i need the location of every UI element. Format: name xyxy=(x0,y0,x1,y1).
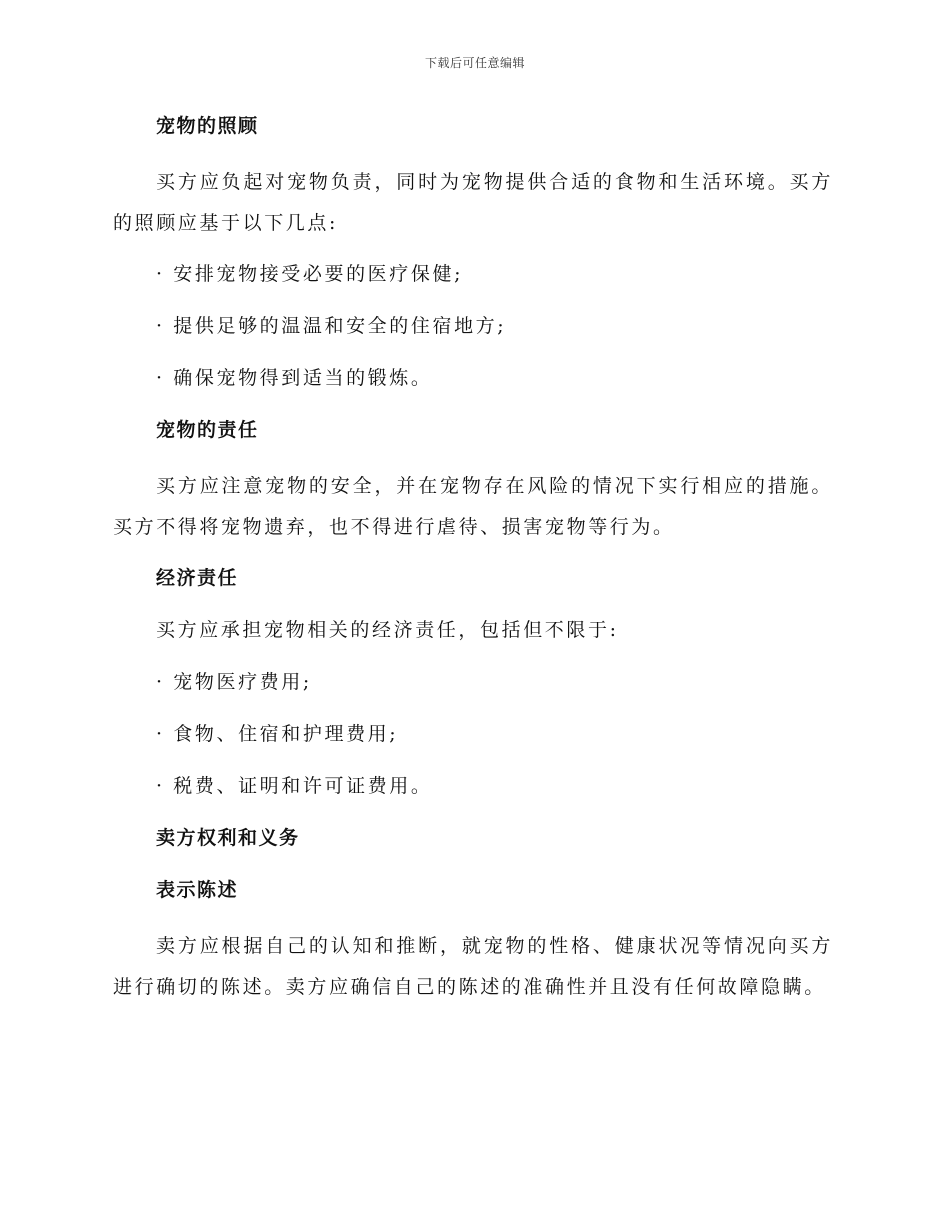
care-bullet-2: · 提供足够的温温和安全的住宿地方; xyxy=(156,315,507,337)
care-bullet-1: · 安排宠物接受必要的医疗保健; xyxy=(156,263,464,285)
section-title-statement: 表示陈述 xyxy=(156,879,239,901)
economic-bullet-3: · 税费、证明和许可证费用。 xyxy=(156,775,433,797)
header-note: 下载后可任意编辑 xyxy=(424,56,525,70)
section-title-responsibility: 宠物的责任 xyxy=(156,419,259,441)
statement-paragraph: 卖方应根据自己的认知和推断，就宠物的性格、健康状况等情况向买方进行确切的陈述。卖方应确信自己的陈述的准确性并且没有任何故障隐瞒。 xyxy=(113,935,833,998)
document-body xyxy=(113,110,833,1008)
economic-bullet-2: · 食物、住宿和护理费用; xyxy=(156,723,399,745)
economic-bullet-1: · 宠物医疗费用; xyxy=(156,671,312,693)
section-title-seller: 卖方权利和义务 xyxy=(156,827,300,849)
responsibility-paragraph: 买方应注意宠物的安全，并在宠物存在风险的情况下实行相应的措施。买方不得将宠物遗弃，也不得进行虐待、损害宠物等行为。 xyxy=(113,475,833,538)
care-intro-paragraph: 买方应负起对宠物负责，同时为宠物提供合适的食物和生活环境。买方的照顾应基于以下几点: xyxy=(113,171,833,234)
economic-intro-paragraph: 买方应承担宠物相关的经济责任，包括但不限于: xyxy=(156,619,619,641)
section-title-economic: 经济责任 xyxy=(156,567,239,589)
section-title-care: 宠物的照顾 xyxy=(156,115,259,137)
care-bullet-3: · 确保宠物得到适当的锻炼。 xyxy=(156,367,433,389)
